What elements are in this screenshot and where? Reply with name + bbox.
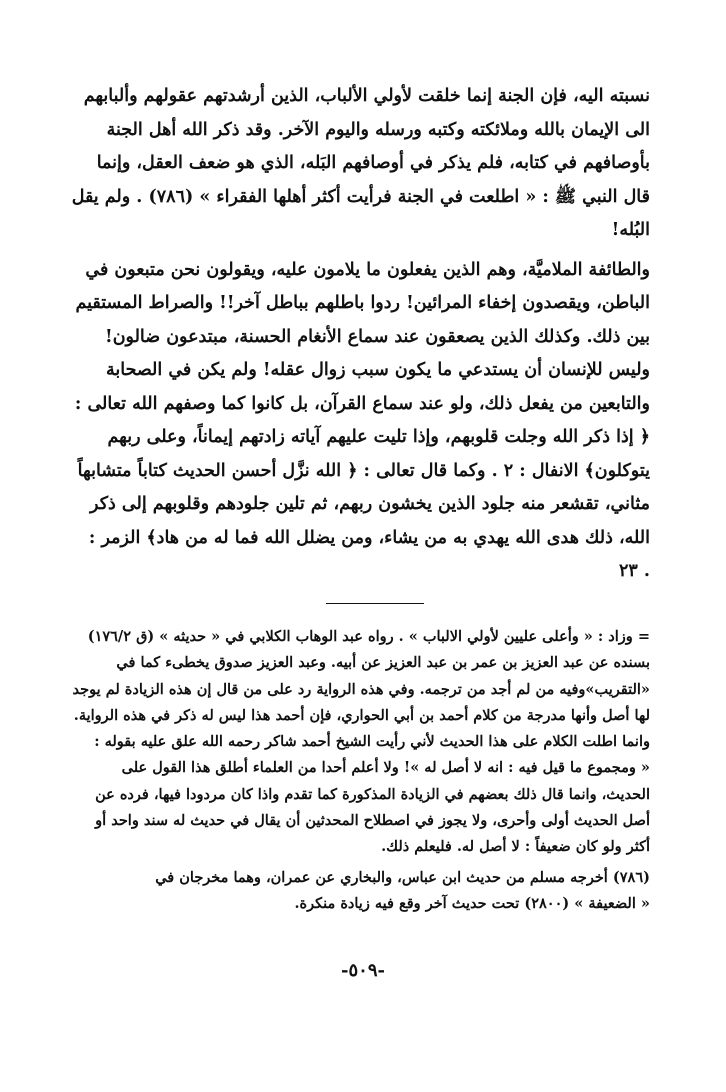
body-line: بين ذلك. وكذلك الذين يصعقون عند سماع الأنغام الحسنة، مبتدعون ضالون!	[105, 326, 650, 347]
footnote-line: « ومجموع ما قيل فيه : انه لا أصل له »! ولا أعلم أحدا من العلماء أطلق هذا القول على	[121, 759, 650, 777]
body-line: والتابعين من يفعل ذلك، ولو عند سماع القرآن، بل كانوا كما وصفهم الله تعالى :	[74, 393, 650, 414]
body-line: ﴿ إذا ذكر الله وجلت قلوبهم، وإذا تليت عليهم آياته زادتهم إيماناً، وعلى ربهم	[107, 427, 650, 447]
page-number: -٥٠٩-	[341, 960, 385, 981]
footnote-line: بسنده عن عبد العزيز بن عمر بن عبد العزيز عن أبيه. وعبد العزيز صدوق يخطىء كما في	[116, 654, 650, 672]
footnote-line: لها أصل وأنها مدرجة من كلام أحمد بن أبي الحواري، فإن أحمد هذا ليس له ذكر في هذه الرواية.	[73, 706, 650, 724]
body-line: الله، ذلك هدى الله يهدي به من يشاء، ومن يضلل الله فما له من هاد﴾ الزمر :	[88, 527, 650, 548]
main-text-body	[50, 80, 650, 589]
body-line: والطائفة الملاميَّة، وهم الذين يفعلون ما يلامون عليه، ويقولون نحن متبعون في	[85, 259, 650, 280]
body-line: . ٢٣	[619, 561, 650, 581]
footnote-line: أكثر ولو كان ضعيفاً : لا أصل له. فليعلم ذلك.	[381, 838, 650, 856]
footnote-divider	[326, 603, 424, 604]
footnotes	[44, 624, 650, 917]
footnote-line: « الضعيفة » (٢٨٠٠) تحت حديث آخر وقع فيه زيادة منكرة.	[294, 894, 650, 912]
footnote-line: «التقريب»وفيه من لم أجد من ترجمه. وفي هذه الرواية رد على من قال إن هذه الزيادة لم يوجد	[72, 680, 650, 698]
body-line: نسبته اليه، فإن الجنة إنما خلقت لأولي الألباب، الذين أرشدتهم عقولهم وألبابهم	[83, 86, 650, 106]
body-line: بأوصافهم في كتابه، فلم يذكر في أوصافهم البَله، الذي هو ضعف العقل، وإنما	[96, 153, 650, 173]
body-line: الى الإيمان بالله وملائكته وكتبه ورسله واليوم الآخر. وقد ذكر الله أهل الجنة	[106, 119, 650, 140]
footnote-line: (٧٨٦) أخرجه مسلم من حديث ابن عباس، والبخاري عن عمران، وهما مخرجان في	[155, 868, 650, 886]
body-line: مثاني، تقشعر منه جلود الذين يخشون ربهم، ثم تلين جلودهم وقلوبهم إلى ذكر	[90, 494, 650, 514]
body-line: وليس للإنسان أن يستدعي ما يكون سبب زوال عقله! ولم يكن في الصحابة	[106, 360, 650, 380]
footnote-line: أصل الحديث أولى وأحرى، ولا يجوز في اصطلاح المحدثين أن يقال في حديث له سند واحد أو	[95, 812, 650, 830]
footnote-line: وانما اطلت الكلام على هذا الحديث لأني رأيت الشيخ أحمد شاكر رحمه الله علق عليه بقوله :	[94, 733, 650, 751]
footnote-line: = وزاد : « وأعلى عليين لأولي الالباب » . رواه عبد الوهاب الكلابي في « حديثه » (ق ١٧٦/٢)	[87, 628, 650, 645]
body-line: قال النبي ﷺ : « اطلعت في الجنة فرأيت أكثر أهلها الفقراء » (٧٨٦) . ولم يقل	[71, 186, 650, 207]
body-line: البُله!	[611, 220, 650, 240]
footnote-line: الحديث، وانما قال ذلك بعضهم في الزيادة المذكورة كما تقدم واذا كان مردودا فيها، فرده عن	[95, 785, 650, 803]
body-line: الباطن، ويقصدون إخفاء المرائين! ردوا باطلهم بباطل آخر!! والصراط المستقيم	[75, 293, 650, 313]
body-line: يتوكلون﴾ الانفال : ٢ . وكما قال تعالى : ﴿ الله نزَّل أحسن الحديث كتاباً متشابهاً	[77, 460, 650, 481]
